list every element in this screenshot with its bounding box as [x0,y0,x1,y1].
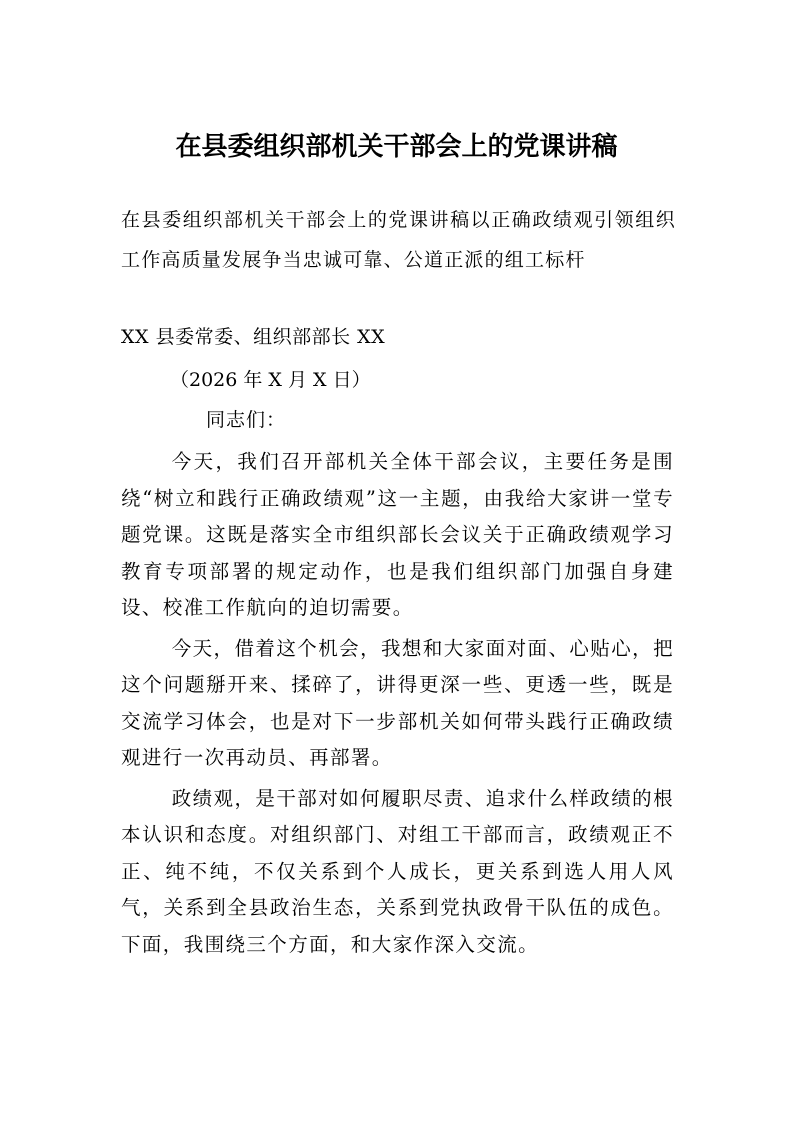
greeting-line: 同志们： [206,409,287,431]
document-subtitle: 在县委组织部机关干部会上的党课讲稿以正确政绩观引领组织工作高质量发展争当忠诚可靠、公道正派的组工标杆 [121,209,676,271]
document-body [121,444,674,967]
body-paragraph: 今天，我们召开部机关全体干部会议，主要任务是围绕“树立和践行正确政绩观”这一主题，由我给大家讲一堂专题党课。这既是落实全市组织部长会议关于正确政绩观学习教育专项部署的规定动作，也是我们组织部门加强自身建设、校准工作航向的迫切需要。 [121,450,674,619]
body-paragraph: 政绩观，是干部对如何履职尽责、追求什么样政绩的根本认识和态度。对组织部门、对组工干部而言，政绩观正不正、纯不纯，不仅关系到个人成长，更关系到选人用人风气，关系到全县政治生态，关系到党执政骨干队伍的成色。下面，我围绕三个方面，和大家作深入交流。 [121,786,674,956]
document-title: 在县委组织部机关干部会上的党课讲稿 [175,132,618,162]
date-line: （2026 年 X 月 X 日） [170,369,371,391]
author-line: XX 县委常委、组织部部长 XX [121,326,386,348]
body-paragraph: 今天，借着这个机会，我想和大家面对面、心贴心，把这个问题掰开来、揉碎了，讲得更深一些、更透一些，既是交流学习体会，也是对下一步部机关如何带头践行正确政绩观进行一次再动员、再部署。 [121,636,674,769]
